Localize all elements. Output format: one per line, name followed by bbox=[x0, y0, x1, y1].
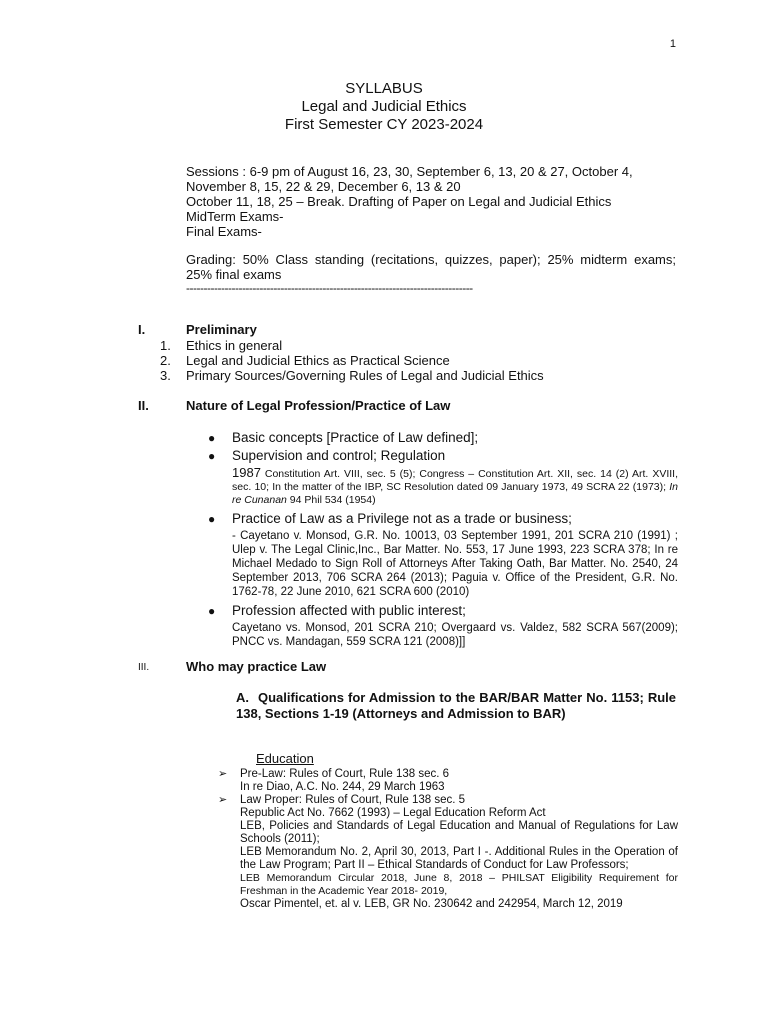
citation-lead: 1987 bbox=[232, 465, 261, 480]
list-item bbox=[160, 338, 544, 353]
sessions-line: Sessions : 6-9 pm of August 16, 23, 30, September 6, 13, 20 & 27, October 4, bbox=[186, 164, 633, 179]
list-number: 1. bbox=[160, 338, 171, 353]
section-title: Nature of Legal Profession/Practice of Law bbox=[186, 398, 451, 413]
sessions-line: Final Exams- bbox=[186, 224, 262, 239]
preliminary-list bbox=[160, 338, 544, 383]
page-number: 1 bbox=[669, 38, 676, 50]
bullet-text: Basic concepts [Practice of Law defined]; bbox=[232, 430, 479, 445]
bullet-text: Supervision and control; Regulation bbox=[232, 448, 446, 463]
law-reference: LEB Memorandum Circular 2018, June 8, 2018 – PHILSAT Eligibility Requirement for Freshman in the Academic Year 2018- 2019, bbox=[240, 872, 678, 897]
sessions-line: October 11, 18, 25 – Break. Drafting of Paper on Legal and Judicial Ethics bbox=[186, 194, 612, 209]
sessions-block bbox=[186, 164, 676, 239]
list-number: 3. bbox=[160, 368, 171, 383]
divider-line: ---------------------------------------------------------------------------------- bbox=[186, 281, 473, 295]
citation-text bbox=[232, 466, 678, 507]
sessions-line: MidTerm Exams- bbox=[186, 209, 284, 224]
subsection-label: A. bbox=[236, 690, 249, 705]
bullet-icon: ● bbox=[208, 512, 216, 526]
bullet-item bbox=[208, 603, 678, 619]
grading-text: Grading: 50% Class standing (recitations, quizzes, paper); 25% midterm exams; 25% final exams bbox=[186, 252, 676, 282]
citation-body: Constitution Art. VIII, sec. 5 (5); Congress – Constitution Art. XII, sec. 14 (2) Art. XVIII, sec. 10; In the matter of the IBP, SC Resolution dated 09 January 1973, 49 SCRA 22 (1973); bbox=[232, 468, 678, 493]
citation-text: Cayetano vs. Monsod, 201 SCRA 210; Overgaard vs. Valdez, 582 SCRA 567(2009); PNCC vs. Mandagan, 559 SCRA 121 (2008)]] bbox=[232, 622, 678, 648]
bullet-icon: ● bbox=[208, 604, 216, 618]
subsection-text: Qualifications for Admission to the BAR/BAR Matter No. 1153; Rule 138, Sections 1-19 (Attorneys and Admission to BAR) bbox=[236, 690, 676, 721]
nature-bullet-list bbox=[208, 430, 678, 653]
law-reference: LEB Memorandum No. 2, April 30, 2013, Part I -. Additional Rules in the Operation of the Law Program; Part II – Ethical Standards of Conduct for Law Professors; bbox=[240, 846, 678, 871]
citation-tail: 94 Phil 534 (1954) bbox=[286, 494, 376, 506]
bullet-text: Profession affected with public interest; bbox=[232, 603, 466, 618]
bullet-item bbox=[208, 511, 678, 527]
sessions-line: November 8, 15, 22 & 29, December 6, 13 & 20 bbox=[186, 179, 461, 194]
list-text: Ethics in general bbox=[186, 338, 283, 353]
qualifications-heading bbox=[236, 690, 676, 722]
case-citation: In re Diao, A.C. No. 244, 29 March 1963 bbox=[240, 781, 445, 793]
bullet-text: Practice of Law as a Privilege not as a trade or business; bbox=[232, 511, 572, 526]
section-numeral: III. bbox=[138, 662, 150, 673]
list-text: Legal and Judicial Ethics as Practical Science bbox=[186, 353, 450, 368]
arrow-item bbox=[218, 794, 678, 807]
document-title bbox=[0, 80, 768, 134]
bullet-item bbox=[208, 430, 678, 446]
list-item bbox=[160, 368, 544, 383]
section-numeral: I. bbox=[138, 322, 146, 337]
education-list bbox=[218, 768, 678, 911]
list-text: Primary Sources/Governing Rules of Legal and Judicial Ethics bbox=[186, 368, 544, 383]
title-line: First Semester CY 2023-2024 bbox=[284, 116, 484, 133]
section-title: Preliminary bbox=[186, 322, 257, 337]
bullet-icon: ● bbox=[208, 449, 216, 463]
arrow-bullet-icon: ➢ bbox=[218, 794, 228, 806]
title-line: Legal and Judicial Ethics bbox=[301, 98, 467, 115]
bullet-item bbox=[208, 448, 678, 464]
list-item bbox=[160, 353, 544, 368]
arrow-item-text: Pre-Law: Rules of Court, Rule 138 sec. 6 bbox=[240, 768, 450, 780]
bullet-icon: ● bbox=[208, 431, 216, 445]
law-reference: Republic Act No. 7662 (1993) – Legal Education Reform Act bbox=[240, 807, 546, 819]
law-reference: Oscar Pimentel, et. al v. LEB, GR No. 230642 and 242954, March 12, 2019 bbox=[240, 898, 623, 910]
citation-italic: In re Cunanan bbox=[232, 481, 678, 506]
section-title: Who may practice Law bbox=[186, 659, 327, 674]
title-line: SYLLABUS bbox=[345, 80, 423, 97]
education-heading: Education bbox=[256, 751, 314, 766]
arrow-item bbox=[218, 768, 678, 781]
citation-text: - Cayetano v. Monsod, G.R. No. 10013, 03 September 1991, 201 SCRA 210 (1991) ; Ulep v. The Legal Clinic,Inc., Bar Matter. No. 553, 17 June 1993, 223 SCRA 378; In re Michael Medado to Sign Roll of Attorneys After Taking Oath, Bar Matter. No. 2540, 24 September 2013, 706 SCRA 264 (2013); Paguia v. Office of the President, G.R. No. 1762-78, 22 June 2010, 621 SCRA 600 (2010) bbox=[232, 530, 678, 598]
law-reference: LEB, Policies and Standards of Legal Education and Manual of Regulations for Law Schools (2011); bbox=[240, 820, 678, 845]
list-number: 2. bbox=[160, 353, 171, 368]
section-numeral: II. bbox=[138, 398, 149, 413]
arrow-item-text: Law Proper: Rules of Court, Rule 138 sec. 5 bbox=[240, 794, 466, 806]
arrow-bullet-icon: ➢ bbox=[218, 768, 228, 780]
